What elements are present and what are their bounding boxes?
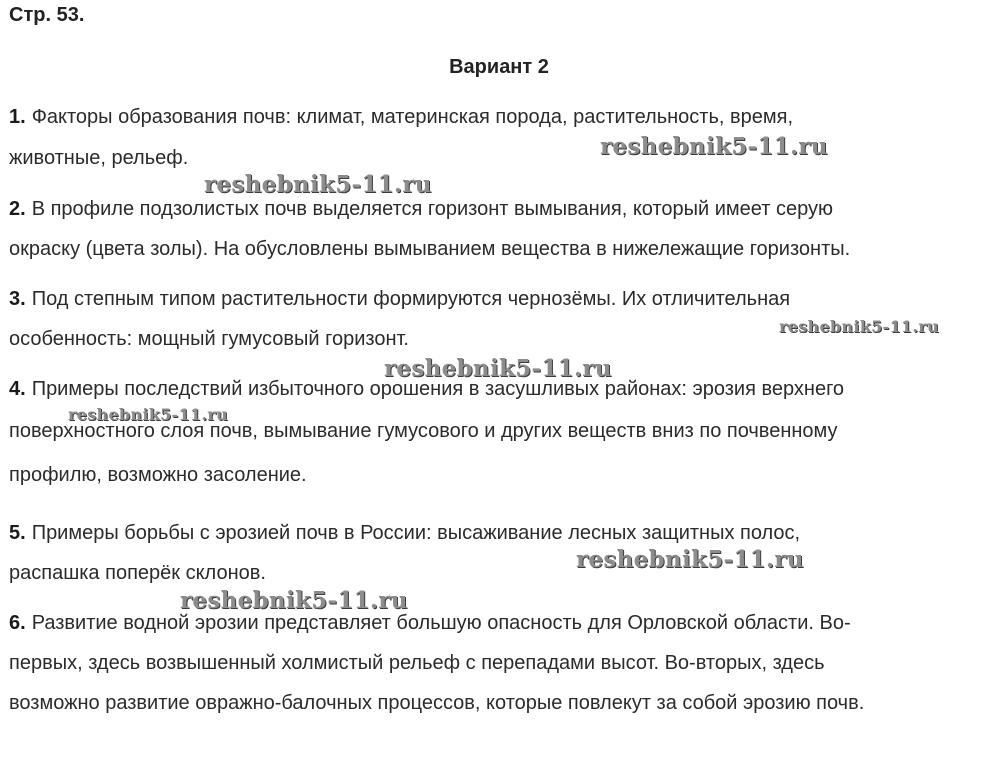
watermark: reshebnik5-11.ru [180,587,408,614]
item-number: 1. [9,106,26,128]
item-line: Развитие водной эрозии представляет большую опасность для Орловской области. Во- [31,612,851,634]
variant-title: Вариант 2 [449,56,549,78]
item-line: профилю, возможно засоление. [9,464,307,486]
watermark: reshebnik5-11.ru [600,133,828,160]
item-line: первых, здесь возвышенный холмистый рельеф с перепадами высот. Во-вторых, здесь [9,652,825,674]
page-label: Стр. 53. [9,4,85,26]
item-line: В профиле подзолистых почв выделяется горизонт вымывания, который имеет серую [31,198,834,220]
item-number: 4. [9,378,26,400]
item-line: Примеры борьбы с эрозией почв в России: высаживание лесных защитных полос, [31,522,801,544]
item-number: 3. [9,288,26,310]
watermark: reshebnik5-11.ru [68,405,228,424]
item-line: возможно развитие овражно-балочных процессов, которые повлекут за собой эрозию почв. [9,692,865,714]
item-line: Под степным типом растительности формируются чернозёмы. Их отличительная [31,288,791,310]
watermark: reshebnik5-11.ru [384,355,612,382]
watermark: reshebnik5-11.ru [576,546,804,573]
item-line: распашка поперёк склонов. [9,562,266,584]
watermark: reshebnik5-11.ru [779,317,939,336]
item-number: 5. [9,522,26,544]
watermark: reshebnik5-11.ru [204,171,432,198]
item-number: 6. [9,612,26,634]
item-line: поверхностного слоя почв, вымывание гумусового и других веществ вниз по почвенному [9,420,838,442]
item-line: особенность: мощный гумусовый горизонт. [9,328,409,350]
item-line: животные, рельеф. [9,147,189,169]
item-line: Примеры последствий избыточного орошения в засушливых районах: эрозия верхнего [31,378,845,400]
item-line: окраску (цвета золы). На обусловлены вымыванием вещества в нижележащие горизонты. [9,238,851,260]
item-number: 2. [9,198,26,220]
item-line: Факторы образования почв: климат, материнская порода, растительность, время, [31,106,794,128]
